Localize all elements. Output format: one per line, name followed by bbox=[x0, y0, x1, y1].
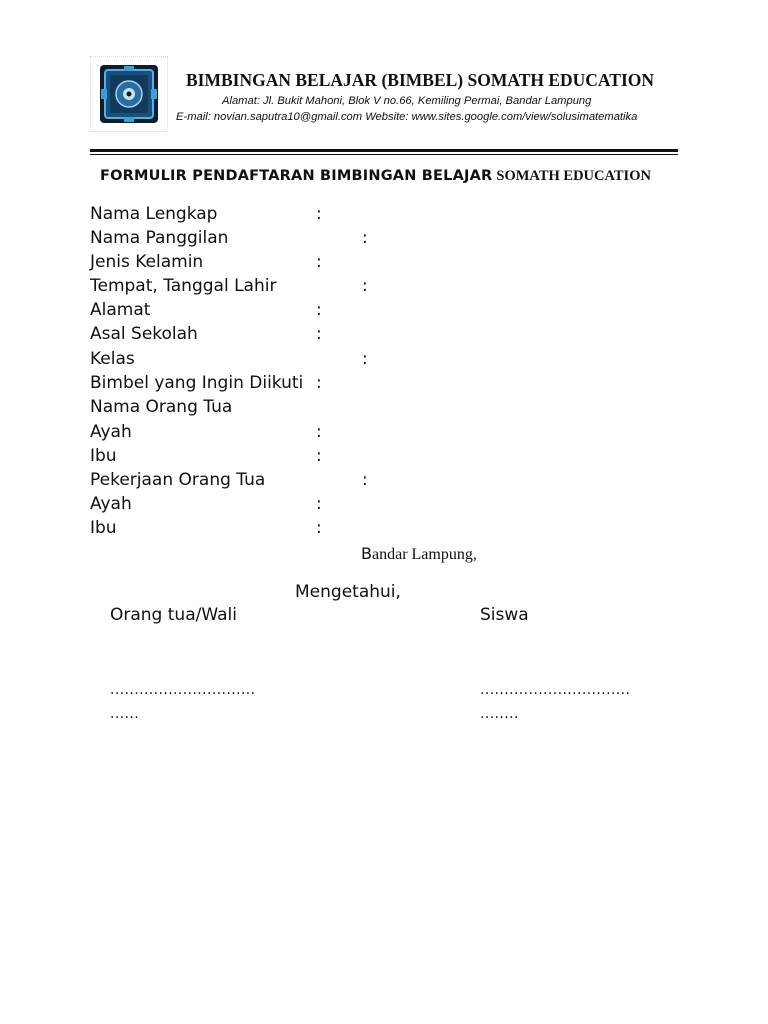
field-tempat-tanggal-lahir-label: Tempat, Tanggal Lahir bbox=[90, 276, 277, 296]
acknowledge-label: Mengetahui, bbox=[295, 582, 401, 602]
field-jenis-kelamin-label: Jenis Kelamin bbox=[90, 252, 204, 272]
field-jenis-kelamin-colon: : bbox=[316, 252, 322, 272]
field-pekerjaan-ibu-label: Ibu bbox=[90, 518, 117, 538]
field-asal-sekolah-label: Asal Sekolah bbox=[90, 324, 198, 344]
form-title-main: FORMULIR PENDAFTARAN BIMBINGAN BELAJAR bbox=[100, 168, 493, 184]
address-line: Alamat: Jl. Bukit Mahoni, Blok V no.66, Kemiling Permai, Bandar Lampung bbox=[222, 95, 592, 107]
parent-signature-line: .............................. bbox=[110, 682, 256, 698]
parent-signature-label: Orang tua/Wali bbox=[110, 605, 237, 625]
field-alamat-label: Alamat bbox=[90, 300, 151, 320]
field-nama-orang-tua-label: Nama Orang Tua bbox=[90, 397, 233, 417]
organization-name: BIMBINGAN BELAJAR (BIMBEL) SOMATH EDUCATION bbox=[186, 70, 655, 90]
parent-signature-line-cont: ...... bbox=[110, 706, 140, 722]
field-kelas-label: Kelas bbox=[90, 349, 135, 369]
student-signature-label: Siswa bbox=[480, 605, 529, 625]
organization-logo bbox=[90, 56, 168, 132]
field-tempat-tanggal-lahir-colon: : bbox=[362, 276, 368, 296]
field-ibu-label: Ibu bbox=[90, 446, 117, 466]
field-nama-panggilan-colon: : bbox=[362, 228, 368, 248]
field-asal-sekolah-colon: : bbox=[316, 324, 322, 344]
field-ayah-label: Ayah bbox=[90, 422, 132, 442]
student-signature-line-cont: ........ bbox=[480, 706, 519, 722]
contact-line: E-mail: novian.saputra10@gmail.com Website: www.sites.google.com/view/solusimatematika bbox=[176, 111, 638, 123]
field-nama-panggilan-label: Nama Panggilan bbox=[90, 228, 229, 248]
form-title bbox=[100, 167, 651, 185]
field-nama-lengkap-label: Nama Lengkap bbox=[90, 204, 218, 224]
student-signature-line: ............................... bbox=[480, 682, 631, 698]
field-bimbel-label: Bimbel yang Ingin Diikuti bbox=[90, 373, 304, 393]
place-initial: B bbox=[361, 544, 372, 563]
field-ayah-colon: : bbox=[316, 422, 322, 442]
header-divider-thick bbox=[90, 149, 678, 152]
field-pekerjaan-orang-tua-colon: : bbox=[362, 470, 368, 490]
field-pekerjaan-ayah-colon: : bbox=[316, 494, 322, 514]
field-kelas-colon: : bbox=[362, 349, 368, 369]
field-alamat-colon: : bbox=[316, 300, 322, 320]
place-name: andar Lampung, bbox=[371, 546, 477, 563]
field-bimbel-colon: : bbox=[316, 373, 322, 393]
field-pekerjaan-orang-tua-label: Pekerjaan Orang Tua bbox=[90, 470, 266, 490]
field-ibu-colon: : bbox=[316, 446, 322, 466]
field-pekerjaan-ayah-label: Ayah bbox=[90, 494, 132, 514]
header-divider-thin bbox=[90, 154, 678, 155]
form-title-org: SOMATH EDUCATION bbox=[496, 168, 651, 184]
field-pekerjaan-ibu-colon: : bbox=[316, 518, 322, 538]
logo-emblem-icon bbox=[98, 63, 160, 125]
field-nama-lengkap-colon: : bbox=[316, 204, 322, 224]
place-date bbox=[361, 544, 477, 564]
